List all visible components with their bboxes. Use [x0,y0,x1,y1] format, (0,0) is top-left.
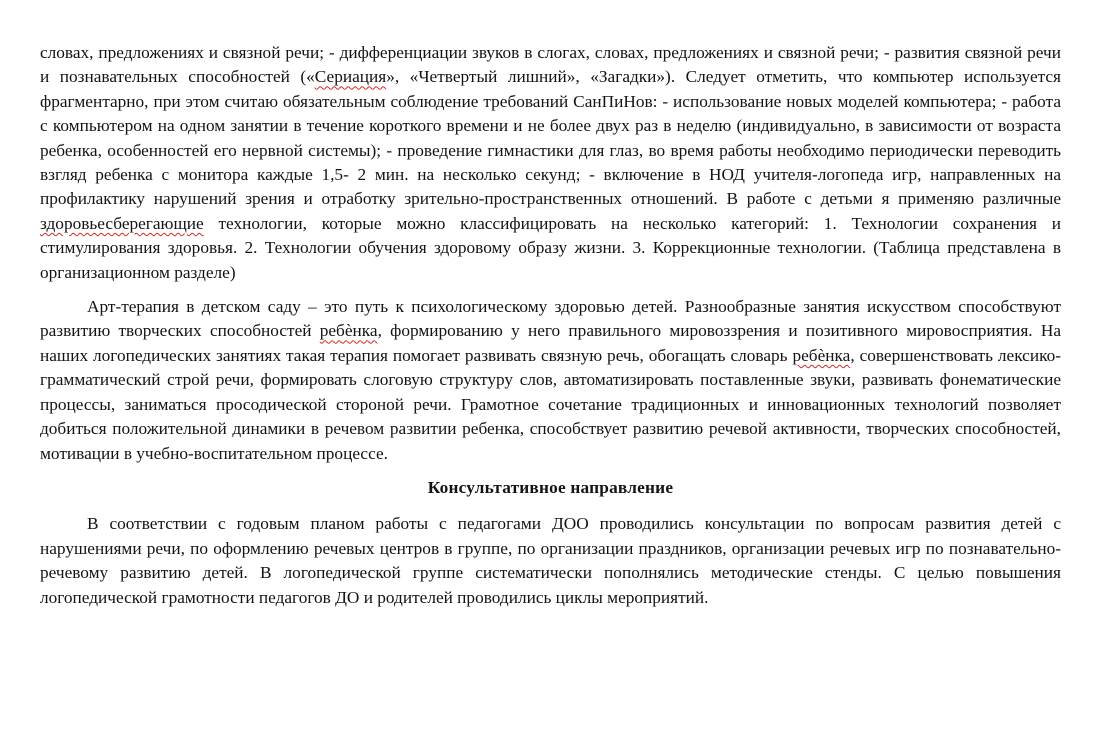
section-heading: Консультативное направление [427,477,674,497]
paragraph-text: технологии, которые можно классифицировать на несколько категорий: 1. Технологии сохранения и стимулирования здоровья. 2. Технологии обучения здоровому образу жизни. 3. Коррекционные технологии. (Таблица представлена в организационном разделе) [40,213,1061,282]
paragraph-text: словах, предложениях и связной речи; - дифференциации звуков в слогах, словах, предложениях и связной речи; - развития связной речи и познавательных способностей (« [40,43,1061,87]
paragraph-art-therapy [40,295,1061,466]
paragraph-text: », «Четвертый лишний», «Загадки»). Следует отметить, что компьютер используется фрагментарно, при этом считаю обязательным соблюдение требований СанПиНов: - использование новых моделей компьютера; - работа с компьютером на одном занятии в течение короткого времени и не более двух раз в неделю (индивидуально, в зависимости от возраста ребенка, особенностей его нервной системы); - проведение гимнастики для глаз, во время работы необходимо периодически переводить взгляд ребенка с монитора каждые 1,5- 2 мин. на несколько секунд; - включение в НОД учителя-логопеда игр, направленных на профилактику нарушений зрения и отработку зрительно-пространственных отношений. В работе с детьми я применяю различные [40,67,1061,209]
paragraph-text: Арт-терапия в детском саду – это путь к психологическому здоровью детей. Разнообразные занятия искусством способствуют развитию творческих способностей [40,297,1061,341]
spellcheck-marked-word[interactable]: ребѐнка [792,345,851,365]
paragraph-consultations: В соответствии с годовым планом работы с педагогами ДОО проводились консультации по вопросам развития детей с нарушениями речи, по оформлению речевых центров в группе, по организации праздников, организации речевых игр по познавательно-речевому развитию детей. В логопедической группе систематически пополнялись методические стенды. С целью повышения логопедической грамотности педагогов ДО и родителей проводились циклы мероприятий. [40,514,1061,607]
paragraph-text: , совершенствовать лексико-грамматический строй речи, формировать слоговую структуру слов, автоматизировать поставленные звуки, развивать фонематические процессы, заниматься просодической стороной речи. Грамотное сочетание традиционных и инновационных технологий позволяет добиться положительной динамики в речевом развитии ребенка, способствует развитию речевой активности, творческих способностей, мотивации в учебно-воспитательном процессе. [40,345,1061,463]
paragraph-computer-usage [40,41,1061,285]
paragraph-text: , формированию у него правильного мировоззрения и позитивного мировосприятия. На наших логопедических занятиях такая терапия помогает развивать связную речь, обогащать словарь [40,321,1061,365]
spellcheck-marked-word[interactable]: здоровьесберегающие [40,213,204,233]
document-page [40,41,1061,620]
spellcheck-marked-word[interactable]: Сериация [314,67,387,87]
spellcheck-marked-word[interactable]: ребѐнка [319,321,378,341]
